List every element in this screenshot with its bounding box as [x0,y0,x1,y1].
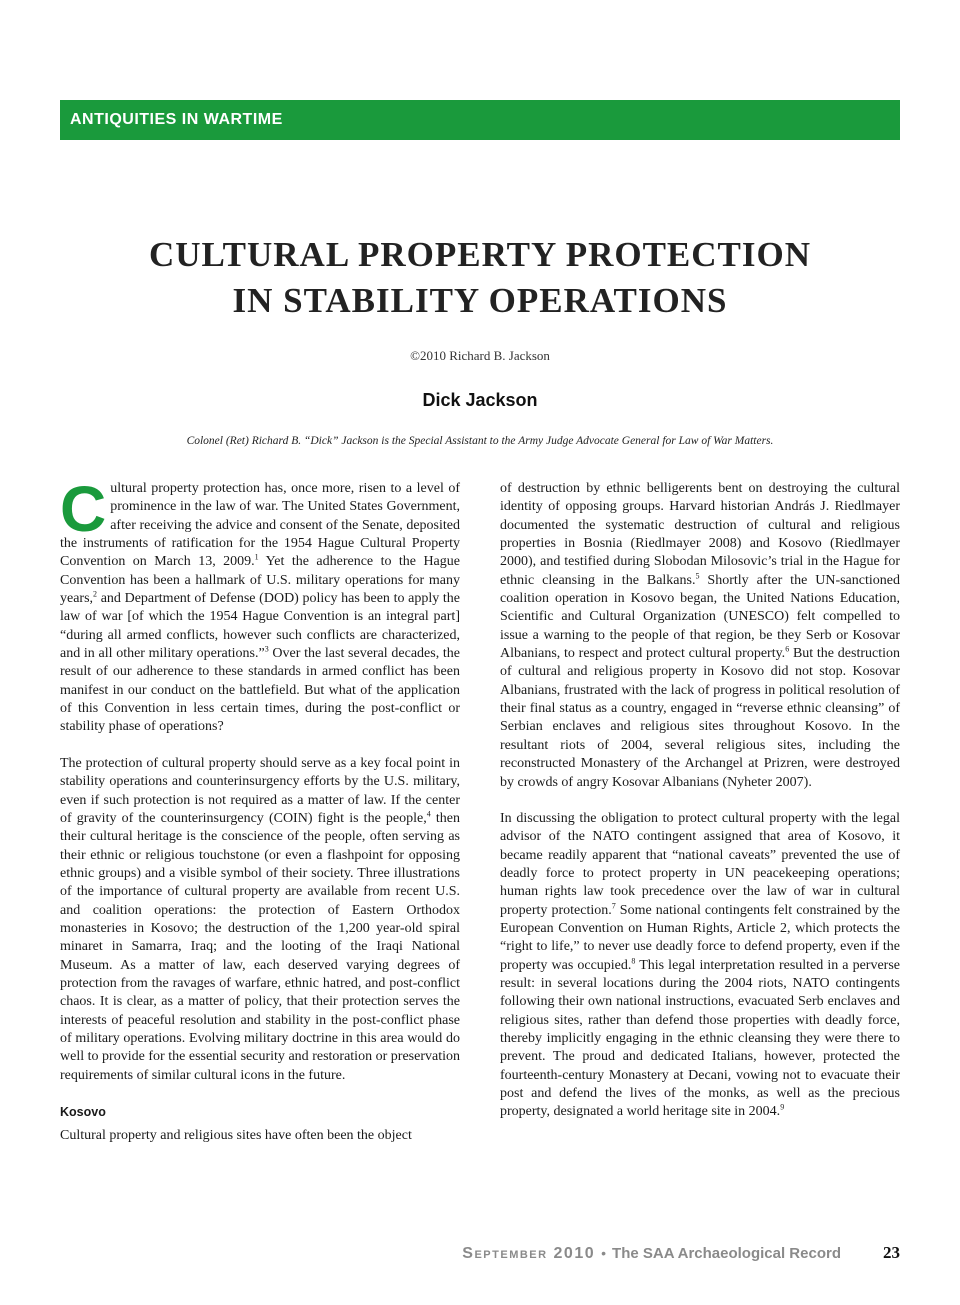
footnote-ref: 6 [785,644,790,654]
footnote-ref: 7 [611,900,616,910]
section-banner-label: ANTIQUITIES IN WARTIME [70,111,283,128]
paragraph-nato-caveats [500,810,900,1122]
right-column [500,480,900,1140]
section-banner [60,100,900,140]
footer-journal-name: The SAA Archaeological Record [612,1245,841,1262]
paragraph-kosovo-continued [500,480,900,792]
text-run: then their cultural heritage is the conscience of the people, often serving as their ethnic or religious touchstone (or even a flashpoint for opposing ethnic groups) and a visible symbol of their society. Three illustrations of the importance of cultural property are available from recent U.S. and coalition operations: the protection of Eastern Orthodox monasteries in Kosovo; the destruction of the 1,200 year-old spiral minaret in Samarra, Iraq; and the looting of the Iraqi National Museum. As a matter of law, each deserved varying degrees of protection from the ravages of warfare, ethnic hatred, and post-conflict chaos. It is clear, as a matter of policy, that their protection serves the interests of peaceful resolution and stability in the post-conflict phase of military operations. Evolving military doctrine in this area would do well to provide for the essential security and restoration or preservation requirements of similar cultural icons in the future. [60,810,460,1083]
paragraph-intro [60,473,460,737]
paragraph-cultural-property [60,755,460,1085]
text-run: In discussing the obligation to protect cultural property with the legal advisor of the NATO contingent assigned that area of Kosovo, it became readily apparent that “national caveats” prevented the use of deadly force to protect property in UN peacekeeping operations; human rights law took precedence over the law of war in cultural property protection. [500,810,900,918]
text-run: This legal interpretation resulted in a perverse result: in several locations during the 2004 riots, NATO contingents following their own national instructions, evacuated Serb enclaves and religious sites, rather than defend those properties with deadly force, thereby implicitly engaging in the ethnic cleansing they were there to prevent. The proud and dedicated Italians, however, protected the fourteenth-century Monastery at Decani, vowing not to evacuate their post and defend the lives of the monks, as well as the precious property, designated a world heritage site in 2004. [500,957,901,1120]
text-run: Over the last several decades, the result of our adherence to these standards in armed conflict has been manifest in our conduct on the battlefield. But what of the application of this Convention in less certain times, during the post-conflict or stability phase of operations? [60,646,460,735]
page-number: 23 [883,1243,900,1262]
text-run: But the destruction of cultural and religious property in Kosovo did not stop. Kosovar Albanians, frustrated with the lack of progress in political resolution of their final status as a country, engaged in “reverse ethnic cleansing” of Serbian enclaves and religious sites throughout Kosovo. In the resultant riots of 2004, several religious sites, including the reconstructed Monastery of the Archangel at Prizren, were destroyed by crowds of angry Kosovar Albanians (Nyheter 2007). [500,646,900,790]
article-title [60,232,900,324]
footer-bullet: • [601,1245,607,1261]
paragraph-kosovo-start: Cultural property and religious sites have often been the object [60,1128,412,1143]
footer-issue-date: September 2010 [462,1245,596,1262]
text-run: Shortly after the UN-sanctioned coalition operation in Kosovo began, the United Nations Education, Scientific and Cultural Organization (UNESCO) felt compelled to issue a warning to the people of that region, be they Serb or Kosovar Albanians, to respect and protect cultural property. [500,572,900,662]
footnote-ref: 2 [93,589,98,599]
copyright-line: ©2010 Richard B. Jackson [410,348,550,363]
footnote-ref: 5 [695,571,700,581]
drop-cap: C [60,473,107,545]
author-bio: Colonel (Ret) Richard B. “Dick” Jackson is the Special Assistant to the Army Judge Advocate General for Law of War Matters. [186,435,774,447]
text-run: of destruction by ethnic belligerents bent on destroying the cultural identity of opposing groups. Harvard historian András J. Riedlmayer documented the systematic destruction of cultural and religious properties in Bosnia (Riedlmayer 2008) and Kosovo (Riedlmayer 2000), and testified during Slobodan Milosovic’s trial in the Hague for ethnic cleansing in the Balkans. [500,481,900,588]
footnote-ref: 3 [264,644,269,654]
page-footer [440,1243,900,1267]
text-run: Some national contingents felt constrained by the European Convention on Human Rights, Article 2, which protects the “right to life,” to never use deadly force to defend property, even if the property was occupied. [500,902,900,973]
footnote-ref: 8 [631,955,636,965]
section-heading-kosovo: Kosovo [60,1105,106,1119]
text-run: The protection of cultural property should serve as a key focal point in stability operations and counterinsurgency efforts by the U.S. military, even if such protection is not required as a matter of law. If the center of gravity of the counterinsurgency (COIN) fight is the people, [60,755,460,826]
author-name: Dick Jackson [422,390,538,410]
text-run: Yet the adherence to the Hague Convention has been a hallmark of U.S. military operations for many years, [60,554,460,607]
text-run: and Department of Defense (DOD) policy has been to apply the law of war [of which the 1954 Hague Convention is an integral part] “during all armed conflicts, however such conflicts are characterized, and in all other military operations.” [60,591,460,662]
article-title-line-1: CULTURAL PROPERTY PROTECTION [148,235,812,274]
article-title-line-2: IN STABILITY OPERATIONS [232,281,728,320]
footnote-ref: 1 [254,552,259,562]
footnote-ref: 4 [426,809,431,819]
text-run: ultural property protection has, once more, risen to a level of prominence in the law of war. The United States Government, after receiving the advice and consent of the Senate, deposited the instruments of ratification for the 1954 Hague Cultural Property Convention on March 13, 2009. [60,481,460,570]
footnote-ref: 9 [780,1102,785,1112]
left-column [60,473,460,1163]
